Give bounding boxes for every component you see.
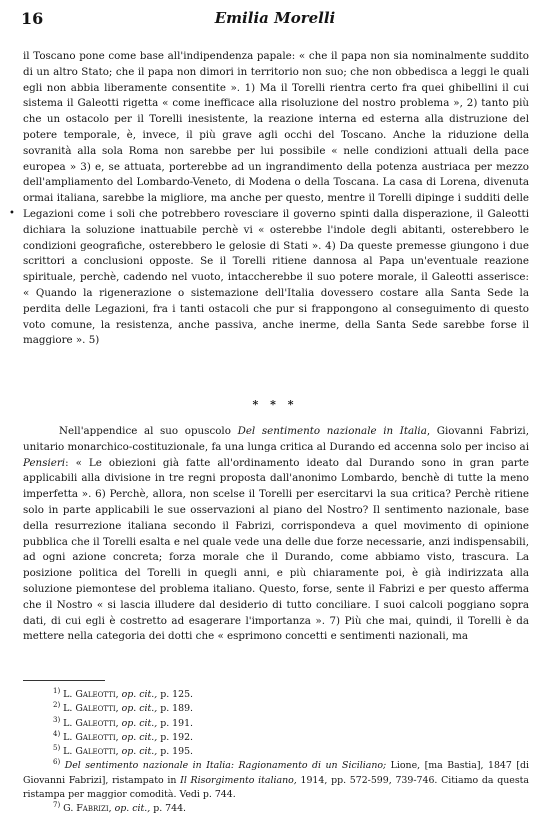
paragraph-2-rest: : « Le obiezioni già fatte all'ordinamento ideato dal Durando sono in gran parte applicabili alla divisione in tre regni proposta dall'anonimo Lombardo, benchè di tutte la meno imperfetta ». 6) Perchè, allora, non scelse il Torelli per esercitarvi la sua critica? Perchè ritiene solo in parte applicabili le sue osservazioni al piano del Nostro? Il sentimento nazionale, base della resurrezione italiana secondo il Fabrizi, corrispondeva a quel movimento di opinione pubblica che il Torelli esalta e nel quale vede una delle due forze necessarie, anzi indispensabili, ad ogni azione concreta; forza morale che il Durando, come abbiamo visto, trascura. La posizione politica del Torelli in quegli anni, e più chiaramente poi, è già indirizzata alla soluzione piemontese del problema italiano. Questo, forse, sente il Fabrizi e per questo afferma che il Nostro « si lascia illudere dal desiderio di tutto conciliare. I suoi calcoli poggiano sopra dati, di cui egli è costretto ad esagerare l'importanza ». 7) Più che mai, quindi, il Torelli è da mettere nella categoria dei dotti che « esprimono concetti e sentimenti nazionali, ma — [23, 456, 529, 643]
running-title: Emilia Morelli — [214, 9, 336, 27]
footnote-1: $^{1)}$ L. Galeotti, op. cit., p. 125. — [53, 686, 194, 700]
page-number: 16 — [21, 9, 44, 28]
body-paragraph-1 — [23, 49, 529, 349]
paragraph-2-intro: Nell'appendice al suo opuscolo — [59, 425, 238, 437]
body-paragraph-2 — [23, 424, 529, 645]
footnote-2: $^{2)}$ L. Galeotti, op. cit., p. 189. — [53, 701, 194, 715]
pensieri-title: Pensieri — [23, 456, 66, 469]
paragraph-1-text: il Toscano pone come base all'indipendenza papale: « che il papa non sia nominalmente suddito di un altro Stato; che il papa non dimori in territorio non suo; che non obbedisca a leggi le quali egli non abbia liberamente consentite ». 1) Ma il Torelli rientra certo fra quei ghibellini il cui sistema il Galeotti rigetta « come inefficace alla risoluzione del nostro problema », 2) tanto più che un ostacolo per il Torelli inesistente, la reazione interna ed esterna alla distruzione del potere temporale, è, invece, il più grave agli occhi del Toscano. Anche la riduzione della sovranità alla sola Roma non sarebbe per lui possibile « nelle condizioni attuali della pace europea » 3) e, se attuata, porterebbe ad un ingrandimento della potenza austriaca per mezzo dell'ampliamento del Lombardo-Veneto, di Modena o della Toscana. La casa di Lorena, divenuta ormai italiana, sarebbe la migliore, ma anche per questo, mentre il Torelli dipinge i sudditi delle Legazioni come i soli che potrebbero rovesciare il governo spinti dalla disperazione, il Galeotti dichiara la soluzione inattuabile perchè vi « osterebbe l'indole degli abitanti, osterebbero le condizioni geografiche, osterebbero le gelosie di Stati ». 4) Da queste premesse giungono i due scrittori a conclusioni opposte. Se il Torelli ritiene dannosa al Papa un'eventuale reazione spirituale, perchè, cadendo nel vuoto, intaccherebbe il suo potere morale, il Galeotti asserisce: « Quando la rigenerazione o sistemazione dell'Italia dovessero costare alla Santa Sede la perdita delle Legazioni, fra i tanti ostacoli che pur si frappongono al conseguimento di questo voto comune, la resistenza, anche passiva, anche inerme, della Santa Sede sarebbe forse il maggiore ». 5) — [23, 50, 529, 347]
paragraph-2-mid: , Giovanni Fabrizi, unitario monarchico-costituzionale, fa una lunga critica al Durando ed accenna solo per inciso ai — [23, 425, 529, 453]
footnote-6: $^{6)}$ Del sentimento nazionale in Italia: Ragionamento di un Siciliano; Lione, [ma Bastia], 1847 [di Giovanni Fabrizi], ristampato in Il Risorgimento italiano, 1914, pp. 572-599, 739-746. Citiamo da questa ristampa per maggior comodità. Vedi p. 744. — [23, 758, 530, 801]
footnote-3: $^{3)}$ L. Galeotti, op. cit., p. 191. — [53, 715, 194, 729]
footnotes — [23, 688, 529, 817]
paragraph-2-text — [23, 424, 529, 645]
footnote-5: $^{5)}$ L. Galeotti, op. cit., p. 195. — [53, 744, 194, 758]
section-separator: * * * — [252, 398, 298, 411]
footnote-7: $^{7)}$ G. Fabrizi, op. cit., p. 744. — [53, 801, 187, 815]
footnote-rule — [23, 680, 105, 681]
pamphlet-title: Del sentimento nazionale in Italia — [237, 425, 427, 437]
footnote-4: $^{4)}$ L. Galeotti, op. cit., p. 192. — [53, 729, 194, 743]
margin-mark: • — [9, 208, 15, 219]
